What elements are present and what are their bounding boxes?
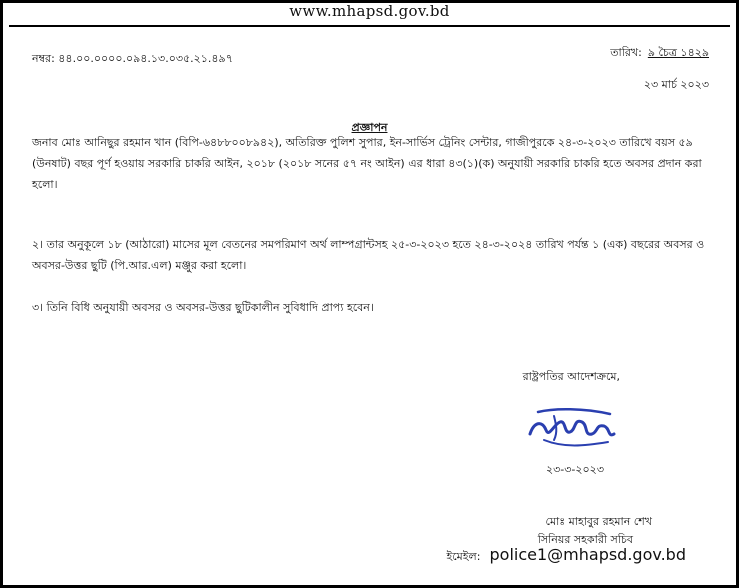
memo-number: নম্বর: ৪৪.০০.০০০০.০৯৪.১৩.০৩৫.২১.৪৯৭ (32, 52, 233, 65)
paragraph-2: ২। তার অনুকূলে ১৮ (আঠারো) মাসের মূল বেতনের সমপরিমাণ অর্থ লাম্পগ্রান্টসহ ২৫-৩-২০২৩ হতে ২৪-৩-২০২৪ তারিখ পর্যন্ত ১ (এক) বছরের অবসর ও অবসর-উত্তর ছুটি (পি.আর.এল) মঞ্জুর করা হলো। (32, 238, 705, 272)
header-divider (9, 25, 730, 27)
date-bangla: ৯ চৈত্র ১৪২৯ (647, 46, 709, 59)
date-label: তারিখ: (610, 46, 642, 59)
email-row (0, 545, 686, 567)
date-gregorian: ২৩ মার্চ ২০২৩ (643, 78, 709, 91)
officer-designation: সিনিয়র সহকারী সচিব (537, 533, 633, 546)
email-address[interactable]: police1@mhapsd.gov.bd (489, 545, 686, 564)
paragraph-3: ৩। তিনি বিধি অনুযায়ী অবসর ও অবসর-উত্তর ছুটিকালীন সুবিধাদি প্রাপ্য হবেন। (32, 301, 374, 314)
paragraph-1: জনাব মোঃ আনিছুর রহমান খান (বিপি-৬৪৮৮০০৮৯৪২), অতিরিক্ত পুলিশ সুপার, ইন-সার্ভিস ট্রেনিং সেন্টার, গাজীপুরকে ২৪-৩-২০২৩ তারিখে বয়স ৫৯ (উনষাট) বছর পূর্ণ হওয়ায় সরকারি চাকরি আইন, ২০১৮ (২০১৮ সনের ৫৭ নং আইন) এর ধারা ৪৩(১)(ক) অনুযায়ী সরকারি চাকরি হতে অবসর প্রদান করা হলো। (32, 136, 702, 191)
website-header: www.mhapsd.gov.bd (289, 2, 450, 20)
signature-date: ২৩-৩-২০২৩ (545, 463, 604, 476)
officer-name: মোঃ মাহাবুর রহমান শেখ (545, 515, 652, 528)
email-label: ইমেইল: (446, 550, 481, 563)
signature-image (524, 404, 620, 454)
presidential-order-line: রাষ্ট্রপতির আদেশক্রমে, (522, 370, 620, 383)
date-block (559, 44, 709, 95)
notification-heading: প্রজ্ঞাপন (351, 121, 388, 134)
